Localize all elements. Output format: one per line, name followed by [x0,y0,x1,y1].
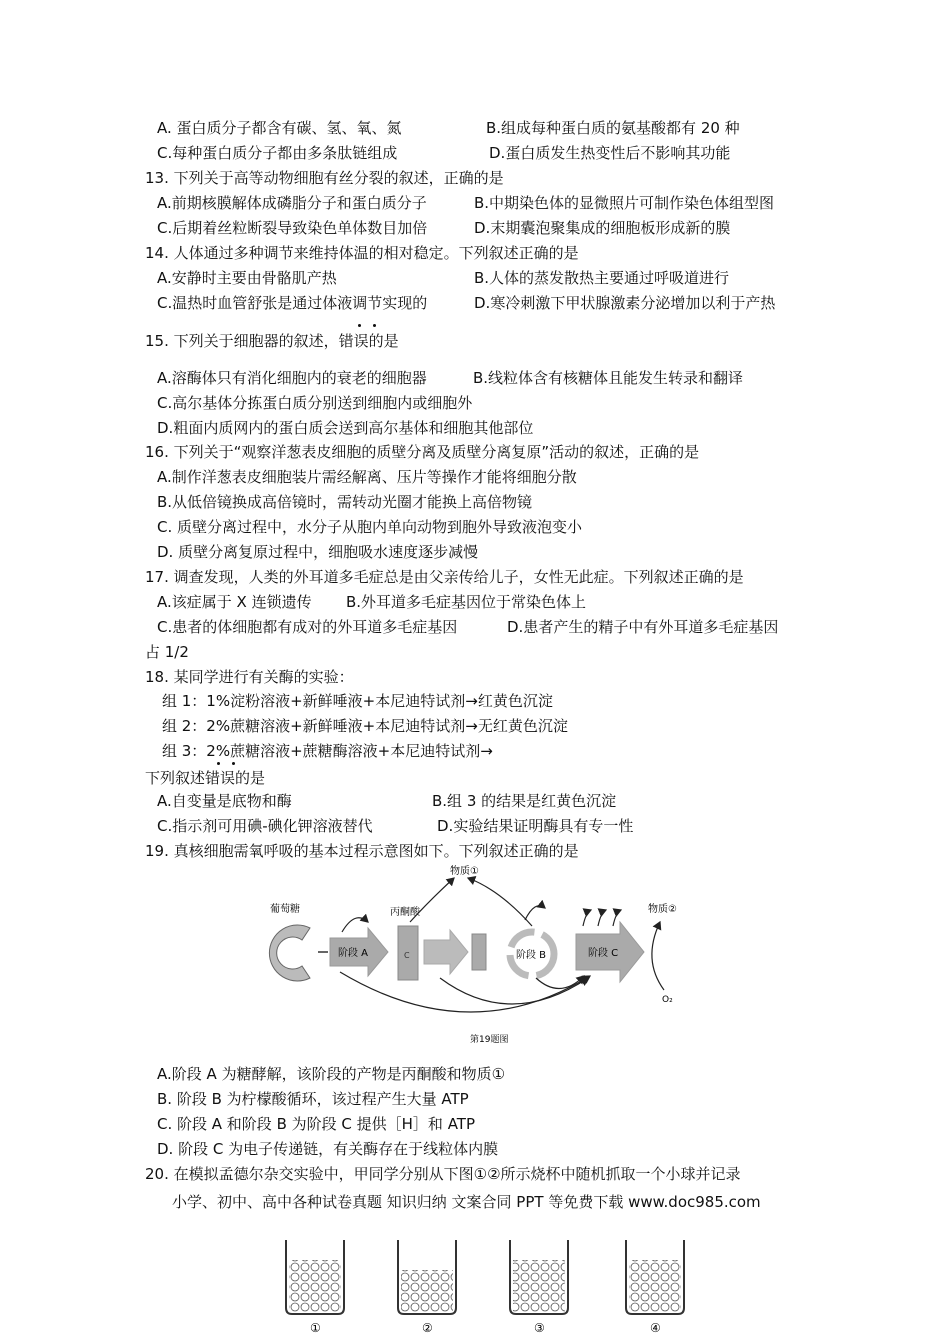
q15-option-a: A.溶酶体只有消化细胞内的衰老的细胞器 [157,369,427,387]
acetyl-block [472,934,486,970]
q13-option-a: A.前期核膜解体成磷脂分子和蛋白质分子 [157,194,427,212]
beaker-3 [510,1240,568,1335]
beaker-2 [398,1240,456,1335]
q18-group-2: 组 2：2%蔗糖溶液+新鲜唾液+本尼迪特试剂→无红黄色沉淀 [162,717,568,735]
hydrogen-arrow [536,976,584,989]
q17-option-d: D.患者产生的精子中有外耳道多毛症基因 [507,618,779,636]
output-arrow [342,918,368,932]
q18-option-d: D.实验结果证明酶具有专一性 [437,817,634,835]
q13-option-c: C.后期着丝粒断裂导致染色单体数目加倍 [157,219,428,237]
q17-option-c: C.患者的体细胞都有成对的外耳道多毛症基因 [157,618,458,636]
q12-option-c: C.每种蛋白质分子都由多条肽链组成 [157,144,398,162]
q12-option-a: A. 蛋白质分子都含有碳、氢、氧、氮 [157,119,402,137]
emphasis-dot [232,762,235,765]
hydrogen-arrow [440,978,588,1004]
q19-option-d: D. 阶段 C 为电子传递链，有关酶存在于线粒体内膜 [157,1140,499,1158]
q16-option-c: C. 质壁分离过程中，水分子从胞内单向动物到胞外导致液泡变小 [157,518,583,536]
transition-arrow [424,930,468,974]
q17-option-b: B.外耳道多毛症基因位于常染色体上 [346,593,587,611]
stage-c-label: 阶段 C [588,948,619,959]
footer-text: 小学、初中、高中各种试卷真题 知识归纳 文案合同 PPT 等免费下载 www.doc985.com [172,1193,761,1211]
beaker-4 [626,1240,684,1335]
q12-option-b: B.组成每种蛋白质的氨基酸都有 20 种 [486,119,740,137]
q13-option-d: D.末期囊泡聚集成的细胞板形成新的膜 [474,219,731,237]
q16-option-a: A.制作洋葱表皮细胞装片需经解离、压片等操作才能将细胞分散 [157,468,577,486]
oxygen-arrow [652,922,664,990]
q16-stem: 16. 下列关于“观察洋葱表皮细胞的质壁分离及质壁分离复原”活动的叙述，正确的是 [145,443,700,461]
beakers-figure [270,1232,710,1340]
output-arrow [525,906,545,920]
q15-option-d: D.粗面内质网内的蛋白质会送到高尔基体和细胞其他部位 [157,419,534,437]
q16-option-d: D. 质壁分离复原过程中，细胞吸水速度逐步减慢 [157,543,479,561]
q17-option-d-cont: 占 1/2 [145,643,189,661]
substance2-label: 物质② [648,904,677,915]
q16-option-b: B.从低倍镜换成高倍镜时，需转动光圈才能换上高倍物镜 [157,493,533,511]
glucose-label: 葡萄糖 [270,904,300,915]
beaker-4-label: ④ [650,1321,661,1335]
figure-caption: 第19题图 [470,1035,509,1045]
q17-stem: 17. 调查发现，人类的外耳道多毛症总是由父亲传给儿子，女性无此症。下列叙述正确的是 [145,568,744,586]
q18-group-1: 组 1：1%淀粉溶液+新鲜唾液+本尼迪特试剂→红黄色沉淀 [162,692,553,710]
beaker-1-label: ① [310,1321,321,1335]
q15-option-c: C.高尔基体分拣蛋白质分别送到细胞内或细胞外 [157,394,473,412]
q12-option-d: D.蛋白质发生热变性后不影响其功能 [489,144,731,162]
q18-option-a: A.自变量是底物和酶 [157,792,292,810]
q19-option-a: A.阶段 A 为糖酵解，该阶段的产物是丙酮酸和物质① [157,1065,506,1083]
q18-stem: 18. 某同学进行有关酶的实验： [145,668,354,686]
q20-stem: 20. 在模拟孟德尔杂交实验中，甲同学分别从下图①②所示烧杯中随机抓取一个小球并记录 [145,1165,741,1183]
q15-option-b: B.线粒体含有核糖体且能发生转录和翻译 [473,369,744,387]
beaker-3-label: ③ [534,1321,545,1335]
q18-option-b: B.组 3 的结果是红黄色沉淀 [432,792,617,810]
q18-prompt: 下列叙述错误的是 [145,769,266,787]
q17-option-a: A.该症属于 X 连锁遗传 [157,593,312,611]
q13-option-b: B.中期染色体的显微照片可制作染色体组型图 [474,194,775,212]
respiration-diagram [250,860,710,1050]
beaker-2-label: ② [422,1321,433,1335]
o2-label: O₂ [662,995,673,1005]
q14-option-c: C.温热时血管舒张是通过体液调节实现的 [157,294,428,312]
substance1-arrow [468,878,532,926]
emphasis-dot [373,324,376,327]
q14-option-a: A.安静时主要由骨骼肌产热 [157,269,337,287]
substance1-arrow [410,878,454,922]
q19-stem: 19. 真核细胞需氧呼吸的基本过程示意图如下。下列叙述正确的是 [145,842,579,860]
emphasis-dot [217,762,220,765]
glucose-ring-icon [269,925,310,981]
q15-stem: 15. 下列关于细胞器的叙述，错误的是 [145,332,399,350]
pyruvate-structure: C [404,951,410,960]
output-arrow [598,910,606,926]
hydrogen-arrow [340,972,590,1012]
q19-option-b: B. 阶段 B 为柠檬酸循环，该过程产生大量 ATP [157,1090,469,1108]
q19-option-c: C. 阶段 A 和阶段 B 为阶段 C 提供［H］和 ATP [157,1115,475,1133]
output-arrow [583,910,591,926]
beaker-1 [286,1240,344,1335]
q18-group-3: 组 3：2%蔗糖溶液+蔗糖酶溶液+本尼迪特试剂→ [162,742,493,760]
q14-stem: 14. 人体通过多种调节来维持体温的相对稳定。下列叙述正确的是 [145,244,579,262]
pyruvate-label: 丙酮酸 [390,907,420,918]
q14-option-b: B.人体的蒸发散热主要通过呼吸道进行 [474,269,730,287]
substance1-label: 物质① [450,866,479,877]
stage-b-label: 阶段 B [516,950,547,961]
q18-option-c: C.指示剂可用碘-碘化钾溶液替代 [157,817,373,835]
stage-a-label: 阶段 A [338,948,369,959]
q13-stem: 13. 下列关于高等动物细胞有丝分裂的叙述，正确的是 [145,169,504,187]
emphasis-dot [358,324,361,327]
q14-option-d: D.寒冷刺激下甲状腺激素分泌增加以利于产热 [474,294,776,312]
